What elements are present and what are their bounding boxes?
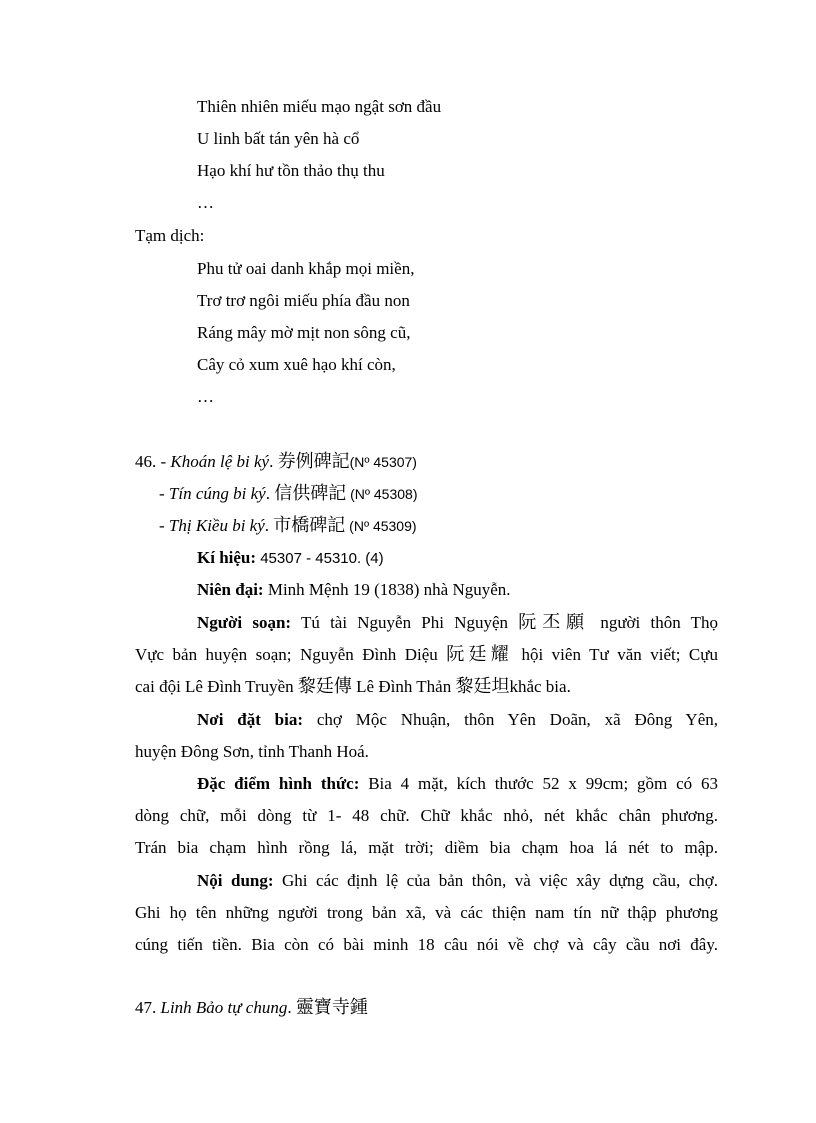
entry-han-title: 靈寶寺鍾 [295, 997, 368, 1018]
entry-46-item-3: - Thị Kiều bi ký. 市橋碑記 (Nº 45309) [159, 515, 417, 536]
nguoisoan-line-3 [135, 677, 571, 697]
dacdiem-text: Bia 4 mặt, kích thước 52 x 99cm; gồm có 63 [359, 774, 718, 793]
dacdiem-line-3: Trán bia chạm hình rồng lá, mặt trời; diềm bia chạm hoa lá nét to mập. [135, 838, 718, 857]
entry-han-title: 信供碑記 [274, 483, 347, 504]
entry-number: 46. - [135, 452, 167, 471]
entry-dash: - [159, 484, 169, 503]
han-name: 阮廷耀 [446, 644, 513, 665]
nguoisoan-text: hội viên Tư văn viết; Cựu [512, 645, 718, 664]
poem-line-2: U linh bất tán yên hà cổ [197, 129, 360, 148]
noidat-line-1 [197, 710, 718, 730]
nguoisoan-label: Người soạn: [197, 613, 292, 632]
nguoisoan-text: Vực bản huyện soạn; Nguyễn Đình Diệu [135, 645, 447, 664]
noidung-text: Ghi các định lệ của bản thôn, và việc xây dựng cầu, chợ. [273, 871, 718, 890]
noidung-line-1 [197, 871, 718, 891]
nguoisoan-text: Lê Đình Thản [351, 677, 456, 696]
translation-line-2: Trơ trơ ngôi miếu phía đầu non [197, 291, 410, 310]
nguoisoan-text: Tú tài Nguyễn Phi Nguyện [291, 613, 519, 632]
han-name: 黎廷傳 [297, 676, 352, 697]
dacdiem-label: Đặc điểm hình thức: [197, 774, 360, 793]
han-name: 阮丕願 [518, 612, 591, 633]
nguoisoan-text: người thôn Thọ [590, 613, 718, 632]
nguoisoan-line-1 [197, 613, 718, 633]
entry-title: Linh Bảo tự chung [160, 998, 288, 1017]
entry-code: (Nº 45307) [349, 454, 417, 470]
entry-title: Thị Kiều bi ký [168, 516, 265, 535]
entry-46-item-2: - Tín cúng bi ký. 信供碑記 (Nº 45308) [159, 483, 418, 504]
translation-ellipsis: … [197, 387, 214, 406]
noidung-label: Nội dung: [197, 871, 274, 890]
noidung-line-3: cúng tiến tiền. Bia còn có bài minh 18 câu nói về chợ và cây cầu nơi đây. [135, 935, 718, 954]
translation-label: Tạm dịch: [135, 226, 205, 245]
kihieu-line [197, 548, 384, 569]
dacdiem-line-1 [197, 774, 718, 794]
noidat-label: Nơi đặt bia: [197, 710, 304, 729]
noidat-text: chợ Mộc Nhuận, thôn Yên Doãn, xã Đông Yên, [303, 710, 718, 729]
entry-han-title: 券例碑記 [277, 451, 350, 472]
translation-line-4: Cây cỏ xum xuê hạo khí còn, [197, 355, 396, 374]
noidat-line-2: huyện Đông Sơn, tỉnh Thanh Hoá. [135, 742, 369, 761]
kihieu-label: Kí hiệu: [197, 548, 257, 567]
niendai-value: Minh Mệnh 19 (1838) nhà Nguyễn. [263, 580, 511, 599]
nguoisoan-line-2 [135, 645, 718, 665]
entry-title: Khoán lệ bi ký [170, 452, 270, 471]
niendai-label: Niên đại: [197, 580, 264, 599]
entry-title: Tín cúng bi ký [168, 484, 266, 503]
entry-han-title: 市橋碑記 [273, 515, 346, 536]
entry-46-heading: 46. - Khoán lệ bi ký. 券例碑記(Nº 45307) [135, 451, 417, 472]
poem-line-3: Hạo khí hư tồn thảo thụ thu [197, 161, 385, 180]
translation-line-3: Ráng mây mờ mịt non sông cũ, [197, 323, 411, 342]
poem-line-1: Thiên nhiên miếu mạo ngật sơn đầu [197, 97, 442, 116]
entry-number: 47. [135, 998, 161, 1017]
nguoisoan-text: khắc bia. [509, 677, 571, 696]
poem-ellipsis: … [197, 193, 214, 212]
nguoisoan-text: cai đội Lê Đình Truyền [135, 677, 298, 696]
noidung-line-2: Ghi họ tên những người trong bản xã, và các thiện nam tín nữ thập phương [135, 903, 718, 922]
translation-line-1: Phu tử oai danh khắp mọi miền, [197, 259, 415, 278]
kihieu-value: 45307 - 45310. (4) [256, 550, 384, 567]
han-name: 黎廷坦 [455, 676, 510, 697]
entry-code: (Nº 45308) [346, 486, 418, 502]
dacdiem-line-2: dòng chữ, mỗi dòng từ 1- 48 chữ. Chữ khắc nhỏ, nét khắc chân phương. [135, 806, 718, 825]
entry-code: (Nº 45309) [345, 518, 417, 534]
entry-dash: - [159, 516, 169, 535]
niendai-line [197, 580, 511, 600]
entry-47-heading: 47. Linh Bảo tự chung. 靈寶寺鍾 [135, 997, 368, 1018]
